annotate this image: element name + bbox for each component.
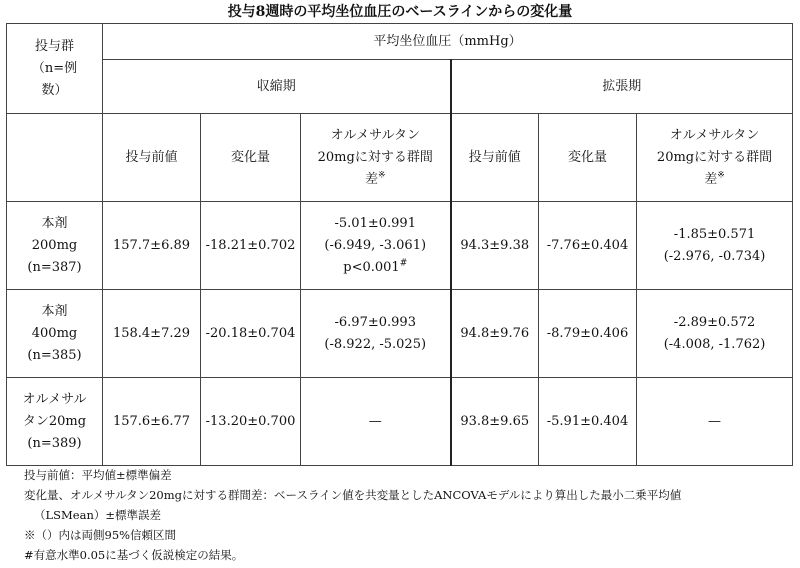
- group-header-cell: [7, 24, 103, 114]
- diff-header-line: 20mgに対する群間: [317, 149, 433, 165]
- bp-header-cell: 平均坐位血圧（mmHg）: [103, 24, 793, 60]
- group-cell: [7, 202, 103, 290]
- diff-header-line: 差: [364, 171, 378, 187]
- diff-line: (-8.922, -5.025): [324, 336, 427, 352]
- dia-change-header: 変化量: [539, 114, 637, 202]
- footnote-line: ※（）内は両側95%信頼区間: [24, 528, 177, 542]
- sys-diff-cell: [301, 290, 451, 378]
- diff-line: (-2.976, -0.734): [663, 248, 766, 264]
- table-row: [7, 290, 793, 378]
- sys-baseline-header: 投与前値: [103, 114, 201, 202]
- p-value: p<0.001: [343, 259, 400, 275]
- footnote-line: 投与前値：平均値±標準偏差: [24, 468, 172, 482]
- group-line: (n=389): [27, 435, 82, 451]
- dia-baseline-cell: 93.8±9.65: [451, 378, 539, 466]
- dia-diff-cell: [637, 290, 793, 378]
- sys-change-cell: -13.20±0.700: [201, 378, 301, 466]
- systolic-header-cell: 収縮期: [103, 60, 451, 114]
- group-header-line: 数）: [41, 82, 68, 98]
- group-line: (n=385): [27, 347, 82, 363]
- sys-diff-header: [301, 114, 451, 202]
- footnote-mark: #: [399, 258, 408, 269]
- group-line: 本剤: [41, 303, 68, 319]
- footnote-mark: ※: [717, 170, 725, 181]
- group-line: (n=387): [27, 259, 82, 275]
- group-line: オルメサル: [22, 391, 87, 407]
- group-line: 400mg: [31, 325, 78, 341]
- empty-header-cell: [7, 114, 103, 202]
- group-line: 本剤: [41, 215, 68, 231]
- sys-diff-cell: [301, 202, 451, 290]
- header-row-1: [7, 24, 793, 60]
- diff-line: -5.01±0.991: [334, 215, 416, 231]
- sys-change-cell: -18.21±0.702: [201, 202, 301, 290]
- diff-line: -1.85±0.571: [673, 226, 756, 242]
- diff-line: (-4.008, -1.762): [663, 336, 766, 352]
- dia-change-cell: -8.79±0.406: [539, 290, 637, 378]
- dia-diff-cell: [637, 202, 793, 290]
- footnote-mark: ※: [377, 170, 386, 181]
- footnote-line: 変化量、オルメサルタン20mgに対する群間差：ベースライン値を共変量としたANCOVAモデルにより算出した最小二乗平均値: [24, 488, 682, 502]
- diff-header-line: 差: [704, 171, 718, 187]
- group-header-line: （n=例: [31, 60, 78, 76]
- group-cell: [7, 290, 103, 378]
- dia-baseline-cell: 94.3±9.38: [451, 202, 539, 290]
- footnote-line: （LSMean）±標準誤差: [34, 508, 161, 522]
- dia-change-cell: -5.91±0.404: [539, 378, 637, 466]
- diastolic-header-cell: 拡張期: [451, 60, 793, 114]
- sys-change-cell: -20.18±0.704: [201, 290, 301, 378]
- diff-header-line: オルメサルタン: [330, 127, 420, 143]
- header-row-3: [7, 114, 793, 202]
- group-line: タン20mg: [22, 413, 87, 429]
- dia-diff-cell: —: [637, 378, 793, 466]
- diff-header-line: オルメサルタン: [669, 127, 760, 143]
- dia-change-cell: -7.76±0.404: [539, 202, 637, 290]
- diff-header-line: 20mgに対する群間: [656, 149, 773, 165]
- diff-line: -6.97±0.993: [334, 314, 416, 330]
- sys-diff-cell: —: [301, 378, 451, 466]
- header-row-2: [7, 60, 793, 114]
- sys-change-header: 変化量: [201, 114, 301, 202]
- table-row: [7, 378, 793, 466]
- bp-change-table: [6, 23, 793, 466]
- group-header-line: 投与群: [34, 38, 74, 54]
- dia-baseline-cell: 94.8±9.76: [451, 290, 539, 378]
- table-row: [7, 202, 793, 290]
- diff-line: -2.89±0.572: [673, 314, 756, 330]
- group-cell: [7, 378, 103, 466]
- footnotes: [24, 465, 794, 565]
- dia-baseline-header: 投与前値: [451, 114, 539, 202]
- group-line: 200mg: [31, 237, 78, 253]
- sys-baseline-cell: 158.4±7.29: [103, 290, 201, 378]
- table-title: 投与8週時の平均坐位血圧のベースラインからの変化量: [227, 4, 573, 20]
- footnote-line: #有意水準0.05に基づく仮説検定の結果。: [24, 548, 244, 562]
- diff-line: (-6.949, -3.061): [324, 237, 427, 253]
- dia-diff-header: [637, 114, 793, 202]
- sys-baseline-cell: 157.6±6.77: [103, 378, 201, 466]
- sys-baseline-cell: 157.7±6.89: [103, 202, 201, 290]
